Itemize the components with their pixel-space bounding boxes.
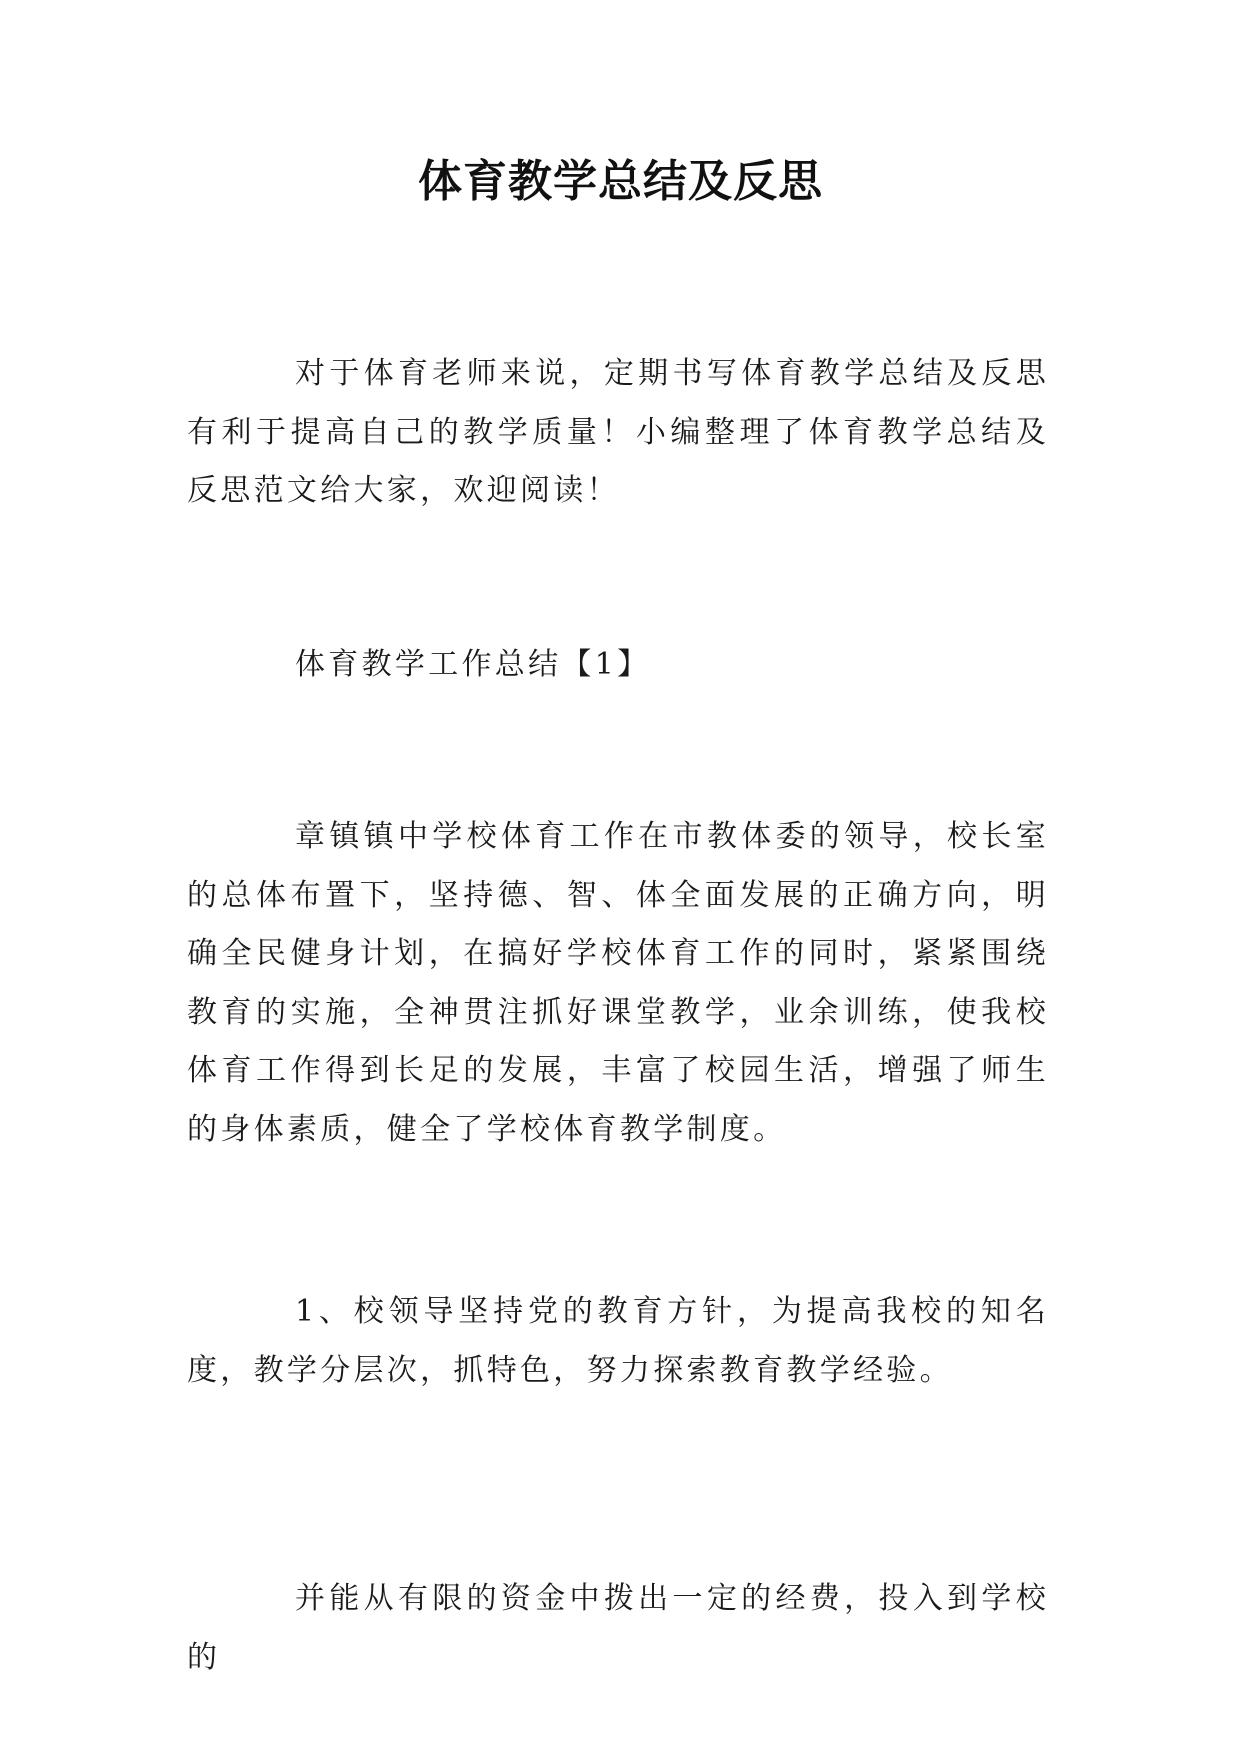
body-paragraph: 章镇镇中学校体育工作在市教体委的领导，校长室的总体布置下，坚持德、智、体全面发展的正确方向，明确全民健身计划，在搞好学校体育工作的同时，紧紧围绕教育的实施，全神贯注抓好课堂教学，业余训练，使我校体育工作得到长足的发展，丰富了校园生活，增强了师生的身体素质，健全了学校体育教学制度。 [187,819,1049,1147]
body-paragraph: 1、校领导坚持党的教育方针，为提高我校的知名度，教学分层次，抓特色，努力探索教育教学经验。 [187,1294,1049,1388]
intro-paragraph: 对于体育老师来说，定期书写体育教学总结及反思有利于提高自己的教学质量！小编整理了体育教学总结及反思范文给大家，欢迎阅读！ [187,356,1049,508]
body-paragraph: 并能从有限的资金中拨出一定的经费，投入到学校的 [187,1581,1049,1675]
document-title: 体育教学总结及反思 [418,156,823,207]
section-heading: 体育教学工作总结【1】 [295,647,651,682]
